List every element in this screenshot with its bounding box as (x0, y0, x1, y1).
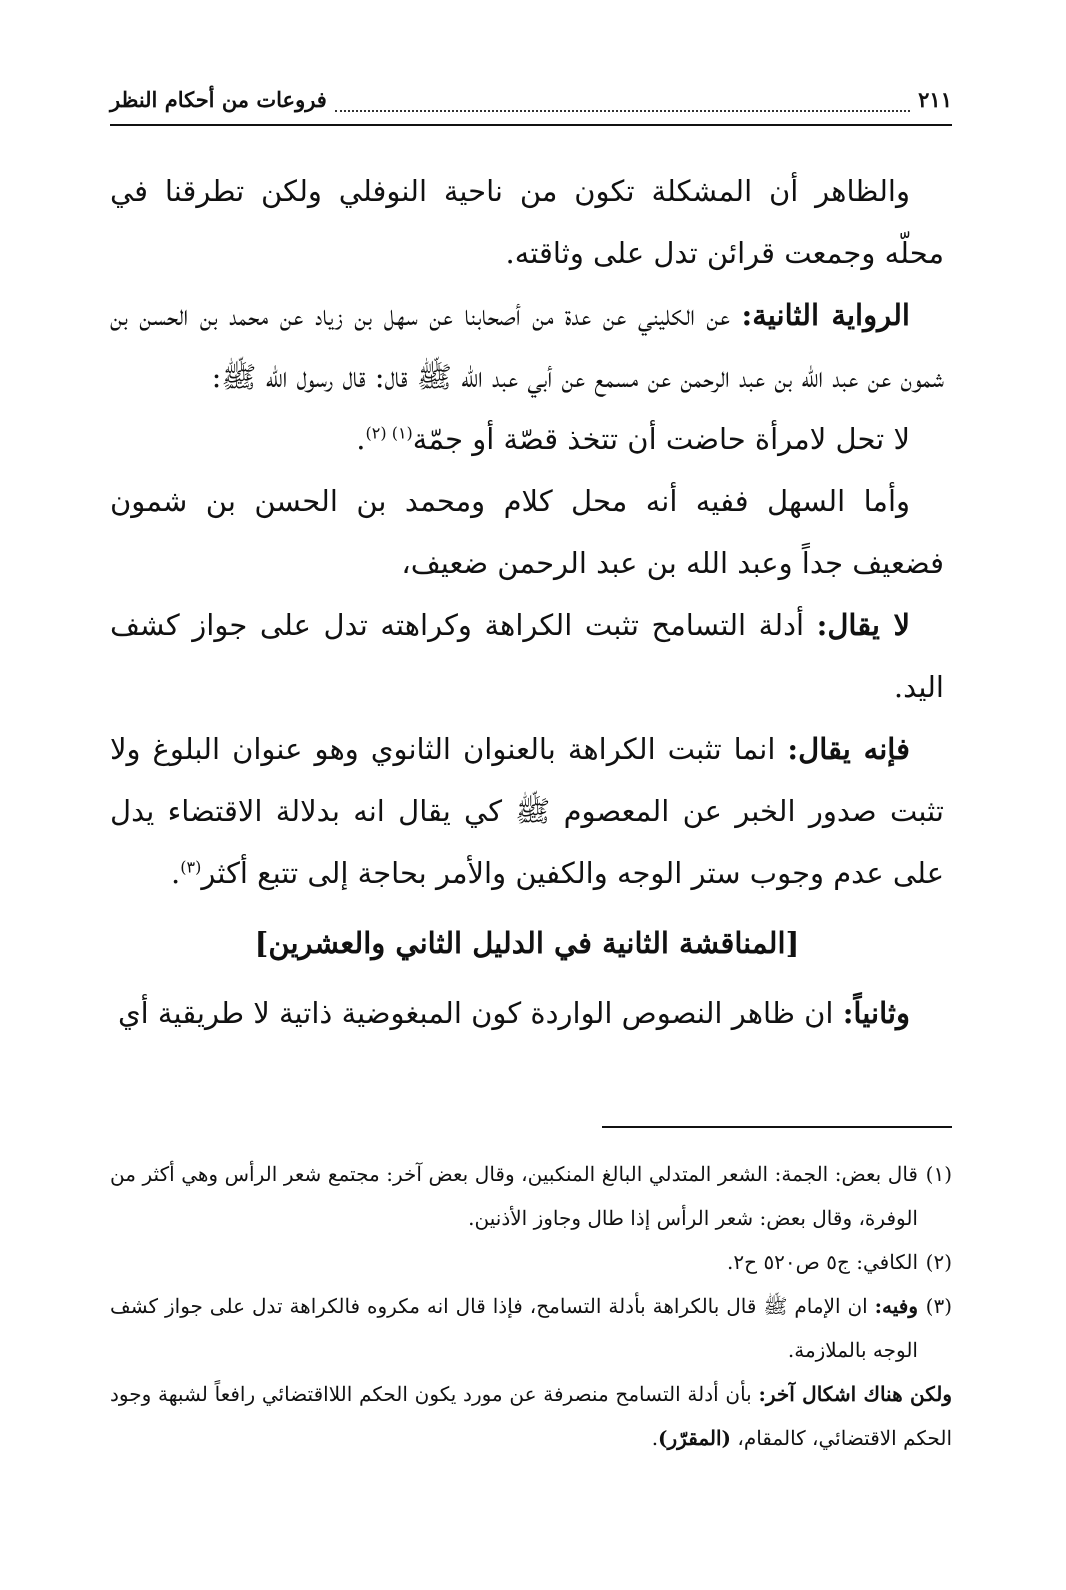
paragraph (110, 160, 944, 284)
paragraph-lead: لا يقال: (816, 608, 910, 642)
footnote-text: ان الإمام ﷺ قال بالكراهة بأدلة التسامح، فإذا قال انه مكروه فالكراهة تدل على جواز كشف الوجه بالملازمة. (110, 1294, 918, 1362)
page-number: ٢١١ (918, 87, 952, 112)
paragraph-text: والظاهر أن المشكلة تكون من ناحية النوفلي ولكن تطرقنا في محلّه وجمعت قرائن تدل على وثاقته. (110, 174, 944, 270)
footnote-lead: وفيه: (874, 1294, 918, 1318)
paragraph (110, 470, 944, 594)
footnote (110, 1152, 952, 1240)
paragraph-tail: . (171, 856, 181, 890)
paragraph-text: عن الكليني عن عدة من أصحابنا عن سهل بن زياد عن محمد بن الحسن بن شمون عن عبد الله بن عبد الرحمن عن مسمع عن أبي عبد الله ﷺ قال: قال رسول الله ﷺ: (110, 298, 944, 394)
footnote-lead: ولكن هناك اشكال آخر: (758, 1382, 952, 1406)
running-title: فروعات من أحكام النظر (110, 87, 327, 112)
header-leader-dots (335, 96, 910, 112)
footnote-tail: . (651, 1426, 659, 1450)
paragraph-lead: وثانياً: (842, 996, 910, 1030)
paragraph-text: لا تحل لامرأة حاضت أن تتخذ قصّة أو جمّة (412, 422, 910, 456)
paragraph (110, 284, 944, 408)
footnote-attribution: (المقرّر) (658, 1426, 731, 1450)
footnote (110, 1240, 952, 1284)
paragraph-lead: الرواية الثانية: (741, 298, 910, 332)
paragraph-text: أدلة التسامح تثبت الكراهة وكراهته تدل على جواز كشف اليد. (110, 608, 944, 704)
paragraph (110, 718, 944, 904)
paragraph-lead: فإنه يقال: (787, 732, 910, 766)
footnote-number: (١) (925, 1162, 952, 1186)
footnote-text: الكافي: ج٥ ص٥٢٠ ح٢. (727, 1250, 918, 1274)
footnote-ref[interactable]: (٣) (180, 857, 202, 877)
page-header (110, 66, 952, 126)
footnote (110, 1284, 952, 1372)
paragraph (110, 982, 944, 1044)
footnote-separator (602, 1126, 952, 1128)
section-heading: [المناقشة الثانية في الدليل الثاني والعشرين] (254, 926, 800, 960)
main-text (110, 160, 944, 1044)
footnote-continuation (110, 1372, 952, 1460)
quoted-hadith (110, 408, 944, 470)
paragraph-text: ان ظاهر النصوص الواردة كون المبغوضية ذاتية لا طريقية أي (117, 996, 843, 1030)
footnote-text: بأن أدلة التسامح منصرفة عن مورد يكون الحكم اللااقتضائي رافعاً لشبهة وجود الحكم الاقتضائي، كالمقام، (110, 1382, 952, 1450)
paragraph (110, 594, 944, 718)
footnote-number: (٣) (925, 1294, 952, 1318)
footnote-ref[interactable]: (١) (٢) (365, 423, 413, 443)
paragraph-text: وأما السهل ففيه أنه محل كلام ومحمد بن الحسن بن شمون فضعيف جداً وعبد الله بن عبد الرحمن ضعيف، (110, 484, 944, 580)
footnote-number: (٢) (925, 1250, 952, 1274)
paragraph-text: انما تثبت الكراهة بالعنوان الثانوي وهو عنوان البلوغ ولا تثبت صدور الخبر عن المعصوم ﷺ كي يقال انه بدلالة الاقتضاء يدل على عدم وجوب ستر الوجه والكفين والأمر بحاجة إلى تتبع أكثر (110, 732, 944, 890)
paragraph-tail: . (356, 422, 366, 456)
footnote-text: قال بعض: الجمة: الشعر المتدلي البالغ المنكبين، وقال بعض آخر: مجتمع شعر الرأس وهي أكثر من الوفرة، وقال بعض: شعر الرأس إذا طال وجاوز الأذنين. (110, 1162, 918, 1230)
footnotes (110, 1152, 952, 1460)
